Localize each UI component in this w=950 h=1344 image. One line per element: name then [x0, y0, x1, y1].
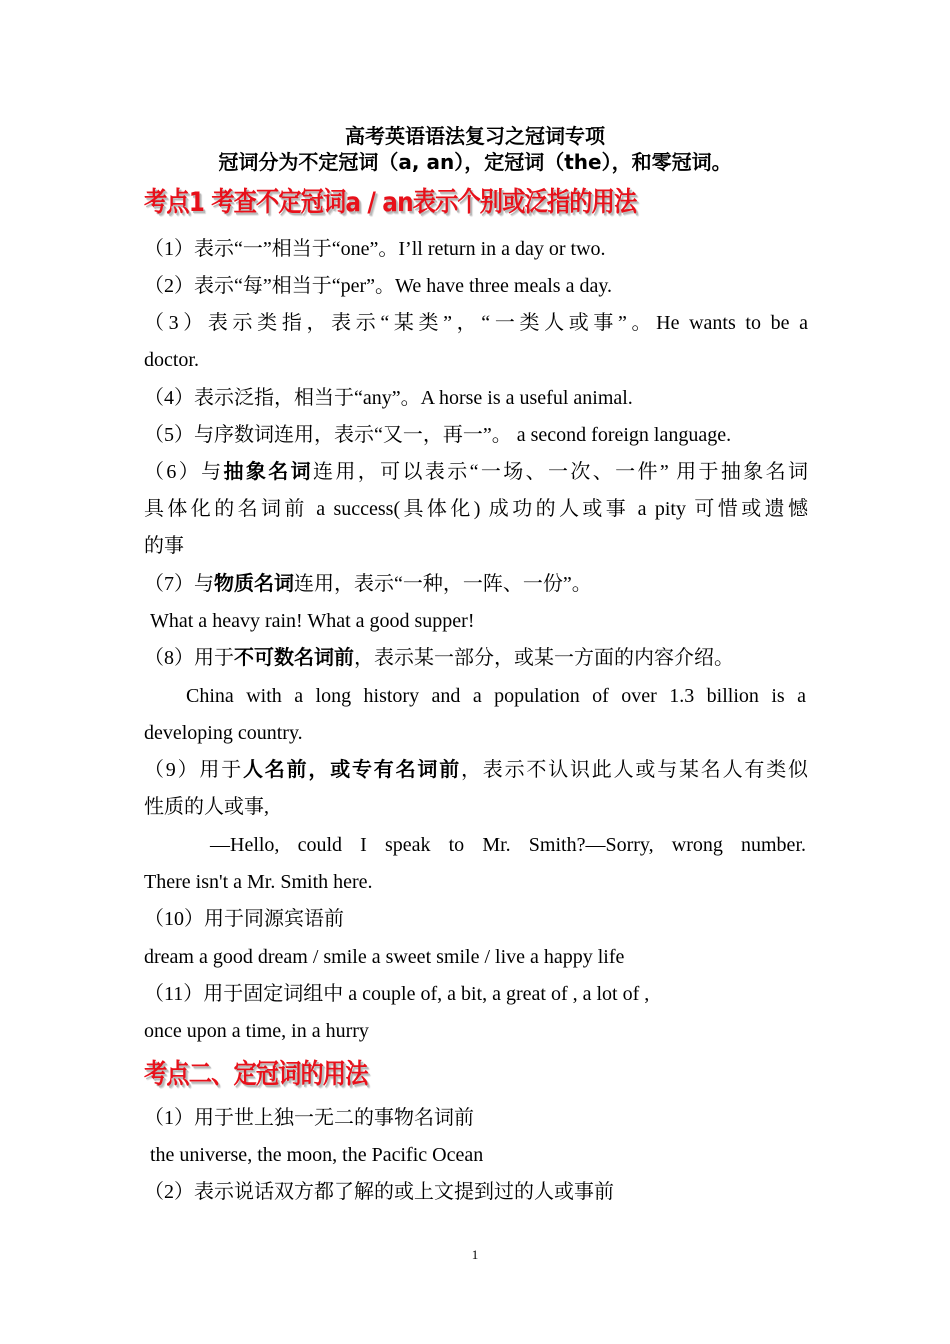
s1-line-12-bold: 不可数名词前: [234, 647, 354, 669]
s2-line-3: （2）表示说话双方都了解的或上文提到过的人或事前: [144, 1181, 614, 1203]
s1-line-7-bold: 抽象名词: [223, 461, 313, 483]
s1-line-9: 的事: [144, 535, 184, 557]
s1-line-22: once upon a time, in a hurry: [144, 1020, 369, 1042]
s1-line-7-a: （6）与: [144, 461, 224, 483]
s1-line-12: [144, 645, 808, 671]
section-1-heading: 考点1 考查不定冠词a / an表示个别或泛指的用法: [144, 187, 637, 218]
s1-line-13: China with a long history and a population of over 1.3 billion is a: [186, 685, 806, 707]
s1-line-10: [144, 571, 808, 597]
s1-line-20: dream a good dream / smile a sweet smile / live a happy life: [144, 946, 625, 968]
s1-line-10-a: （7）与: [144, 573, 214, 595]
s1-line-12-a: （8）用于: [144, 647, 234, 669]
s1-line-10-bold: 物质名词: [214, 573, 294, 595]
s1-line-3: （3）表示类指，表示“某类”，“一类人或事”。He wants to be a: [144, 312, 808, 334]
s1-line-12-c: ，表示某一部分，或某一方面的内容介绍。: [354, 647, 734, 669]
s1-line-17: —Hello, could I speak to Mr. Smith?—Sorry, wrong number.: [210, 834, 806, 856]
s1-line-11: What a heavy rain! What a good supper!: [150, 610, 475, 632]
s1-line-15: [144, 757, 808, 783]
document-subtitle: 冠词分为不定冠词（a, an），定冠词（the），和零冠词。: [218, 150, 732, 174]
document-title: 高考英语语法复习之冠词专项: [345, 124, 605, 148]
s1-line-15-bold: 人名前，或专有名词前: [243, 759, 461, 781]
s2-line-1: （1）用于世上独一无二的事物名词前: [144, 1107, 474, 1129]
s1-line-7: [144, 459, 808, 485]
s1-line-21: （11）用于固定词组中 a couple of, a bit, a great of , a lot of ,: [144, 983, 650, 1005]
s1-line-15-c: ，表示不认识此人或与某名人有类似: [461, 759, 808, 781]
section-2-heading: 考点二、定冠词的用法: [144, 1059, 368, 1090]
s1-line-4: doctor.: [144, 349, 199, 371]
s1-line-16: 性质的人或事,: [144, 796, 269, 818]
s1-line-19: （10）用于同源宾语前: [144, 908, 344, 930]
s1-line-8: 具体化的名词前 a success(具体化) 成功的人或事 a pity 可惜或遗憾: [144, 498, 808, 520]
s1-line-2: （2）表示“每”相当于“per”。We have three meals a day.: [144, 275, 613, 297]
s1-line-15-a: （9）用于: [144, 759, 243, 781]
s1-line-1: （1）表示“一”相当于“one”。I’ll return in a day or two.: [144, 238, 606, 260]
s2-line-2: the universe, the moon, the Pacific Ocean: [150, 1144, 484, 1166]
s1-line-6: （5）与序数词连用，表示“又一，再一”。 a second foreign language.: [144, 424, 732, 446]
s1-line-7-c: 连用，可以表示“一场、一次、一件” 用于抽象名词: [313, 461, 808, 483]
s1-line-10-c: 连用，表示“一种，一阵、一份”。: [294, 573, 592, 595]
page-number: 1: [471, 1247, 479, 1262]
s1-line-14: developing country.: [144, 722, 303, 744]
s1-line-5: （4）表示泛指，相当于“any”。A horse is a useful animal.: [144, 387, 633, 409]
s1-line-18: There isn't a Mr. Smith here.: [144, 871, 373, 893]
